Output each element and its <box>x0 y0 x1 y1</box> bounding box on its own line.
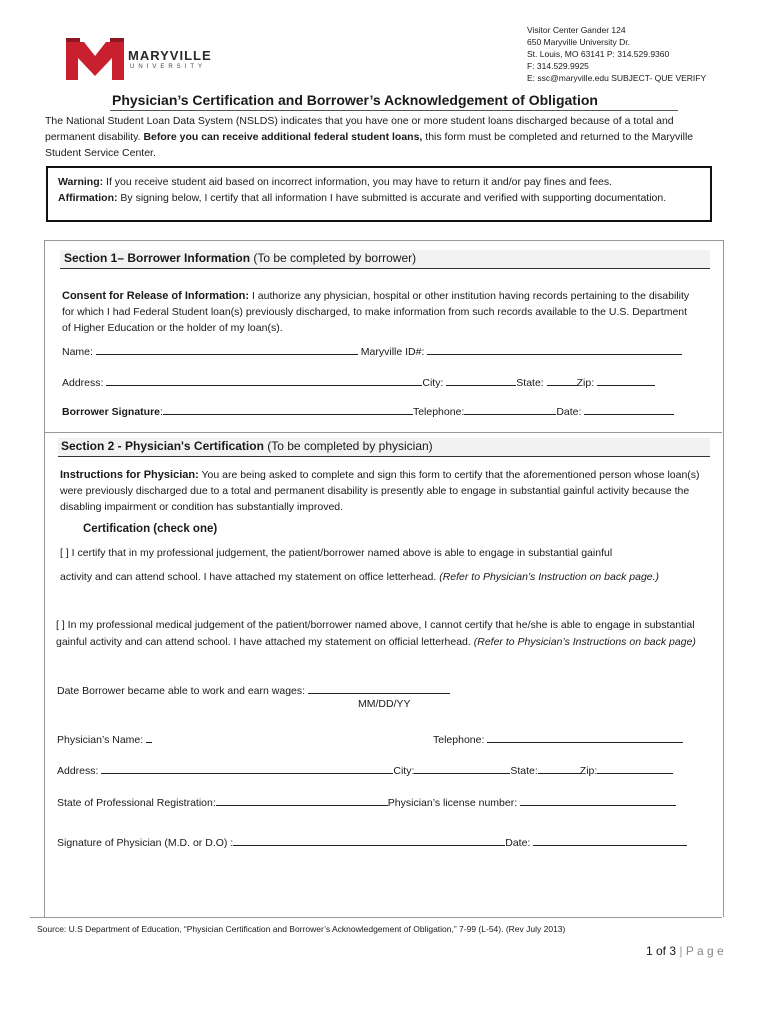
intro-text: The National Student Loan Data System (NSLDS) indicates that you have one or more student loans discharged because of a total and permanent disability. Before you can receive additional federal student loans, this form must be completed and returned to the Maryville Student Service Center. <box>45 115 694 159</box>
physician-city-field[interactable] <box>414 762 510 774</box>
address-line: F: 314.529.9925 <box>527 61 589 71</box>
warning-box: Warning: If you receive student aid based on incorrect information, you may have to return it and/or pay fines and fees. Affirmation: By signing below, I certify that all information I have submitted is accurate and verified with supporting documentation. <box>46 166 712 222</box>
borrower-telephone-field[interactable] <box>464 403 556 415</box>
state-registration-field[interactable] <box>216 794 388 806</box>
source-note: Source: U.S Department of Education, “Physician Certification and Borrower’s Acknowledgement of Obligation,” 7-99 (L-54). (Rev July 2013) <box>37 924 566 934</box>
section-divider <box>44 432 722 433</box>
address-line: 650 Maryville University Dr. <box>527 37 630 47</box>
borrower-signature-field[interactable] <box>163 403 413 415</box>
physician-telephone-row: Telephone: <box>433 731 683 746</box>
physician-instructions: Instructions for Physician: You are being asked to complete and sign this form to certify that the aforementioned person whose loan(s) were previously discharged due to a total and permanent disability is presently able to engage in substantial gainful activity because the disabling impairment or condition has substantially improved. <box>60 469 700 513</box>
physician-name-field[interactable] <box>146 731 152 743</box>
borrower-address-row: Address: City: State: Zip: <box>62 374 655 389</box>
page-number: 1 of 3 | P a g e <box>646 944 724 958</box>
maryville-id-field[interactable] <box>427 343 682 355</box>
license-number-field[interactable] <box>520 794 676 806</box>
borrower-date-field[interactable] <box>584 403 674 415</box>
logo-name: MARYVILLE <box>128 48 212 63</box>
certify-option-able[interactable]: [ ] I certify that in my professional judgement, the patient/borrower named above is able to engage in substantial gainful <box>60 547 613 559</box>
registration-row: State of Professional Registration: Physician’s license number: <box>57 794 676 809</box>
borrower-state-field[interactable] <box>547 374 577 386</box>
physician-address-field[interactable] <box>101 762 393 774</box>
borrower-zip-field[interactable] <box>597 374 655 386</box>
physician-state-field[interactable] <box>538 762 580 774</box>
date-able-field[interactable] <box>308 682 450 694</box>
physician-zip-field[interactable] <box>597 762 673 774</box>
logo-sub: UNIVERSITY <box>130 64 207 70</box>
name-field[interactable] <box>96 343 358 355</box>
section2-header: Section 2 - Physician's Certification (To be completed by physician) <box>58 438 710 457</box>
title-rule <box>110 110 678 111</box>
certify-option-able-line2: activity and can attend school. I have attached my statement on office letterhead. (Refer to Physician’s Instruction on back page.) <box>60 571 660 583</box>
physician-signature-field[interactable] <box>233 834 505 846</box>
date-format-hint: MM/DD/YY <box>358 698 411 710</box>
physician-telephone-field[interactable] <box>487 731 683 743</box>
address-block <box>527 24 767 84</box>
borrower-address-field[interactable] <box>106 374 422 386</box>
section1-header: Section 1– Borrower Information (To be completed by borrower) <box>60 250 710 269</box>
maryville-m-icon <box>66 38 124 80</box>
logo <box>66 38 216 80</box>
physician-address-row: Address: City: State: Zip: <box>57 762 673 777</box>
address-line: E: ssc@maryville.edu SUBJECT- QUE VERIFY <box>527 73 707 83</box>
certification-heading: Certification (check one) <box>83 523 218 535</box>
footer-rule <box>30 917 722 918</box>
date-able-row: Date Borrower became able to work and earn wages: <box>57 682 450 697</box>
physician-date-field[interactable] <box>533 834 687 846</box>
certify-option-unable[interactable]: [ ] In my professional medical judgement of the patient/borrower named above, I cannot certify that he/she is able to engage in substantial gainful activity and can attend school. I have attached my statement on official letterhead. (Refer to Physician’s Instructions on back page) <box>56 619 696 648</box>
borrower-signature-row: Borrower Signature: Telephone: Date: <box>62 403 674 418</box>
address-line: Visitor Center Gander 124 <box>527 25 626 35</box>
address-line: St. Louis, MO 63141 P: 314.529.9360 <box>527 49 670 59</box>
affirmation-label: Affirmation: <box>58 192 118 204</box>
consent-text: Consent for Release of Information: I authorize any physician, hospital or other institution having records pertaining to the disability for which I had Federal Student loan(s) previously discharged, to make information from such records available to the U.S. Department of Higher Education or the holder of my loan(s). <box>62 290 690 334</box>
name-row: Name: Maryville ID#: <box>62 343 682 358</box>
physician-signature-row: Signature of Physician (M.D. or D.O) : Date: <box>57 834 687 849</box>
warning-label: Warning: <box>58 176 104 188</box>
page-title: Physician’s Certification and Borrower’s Acknowledgement of Obligation <box>112 92 598 108</box>
borrower-city-field[interactable] <box>446 374 516 386</box>
physician-name-row: Physician’s Name: <box>57 731 152 746</box>
